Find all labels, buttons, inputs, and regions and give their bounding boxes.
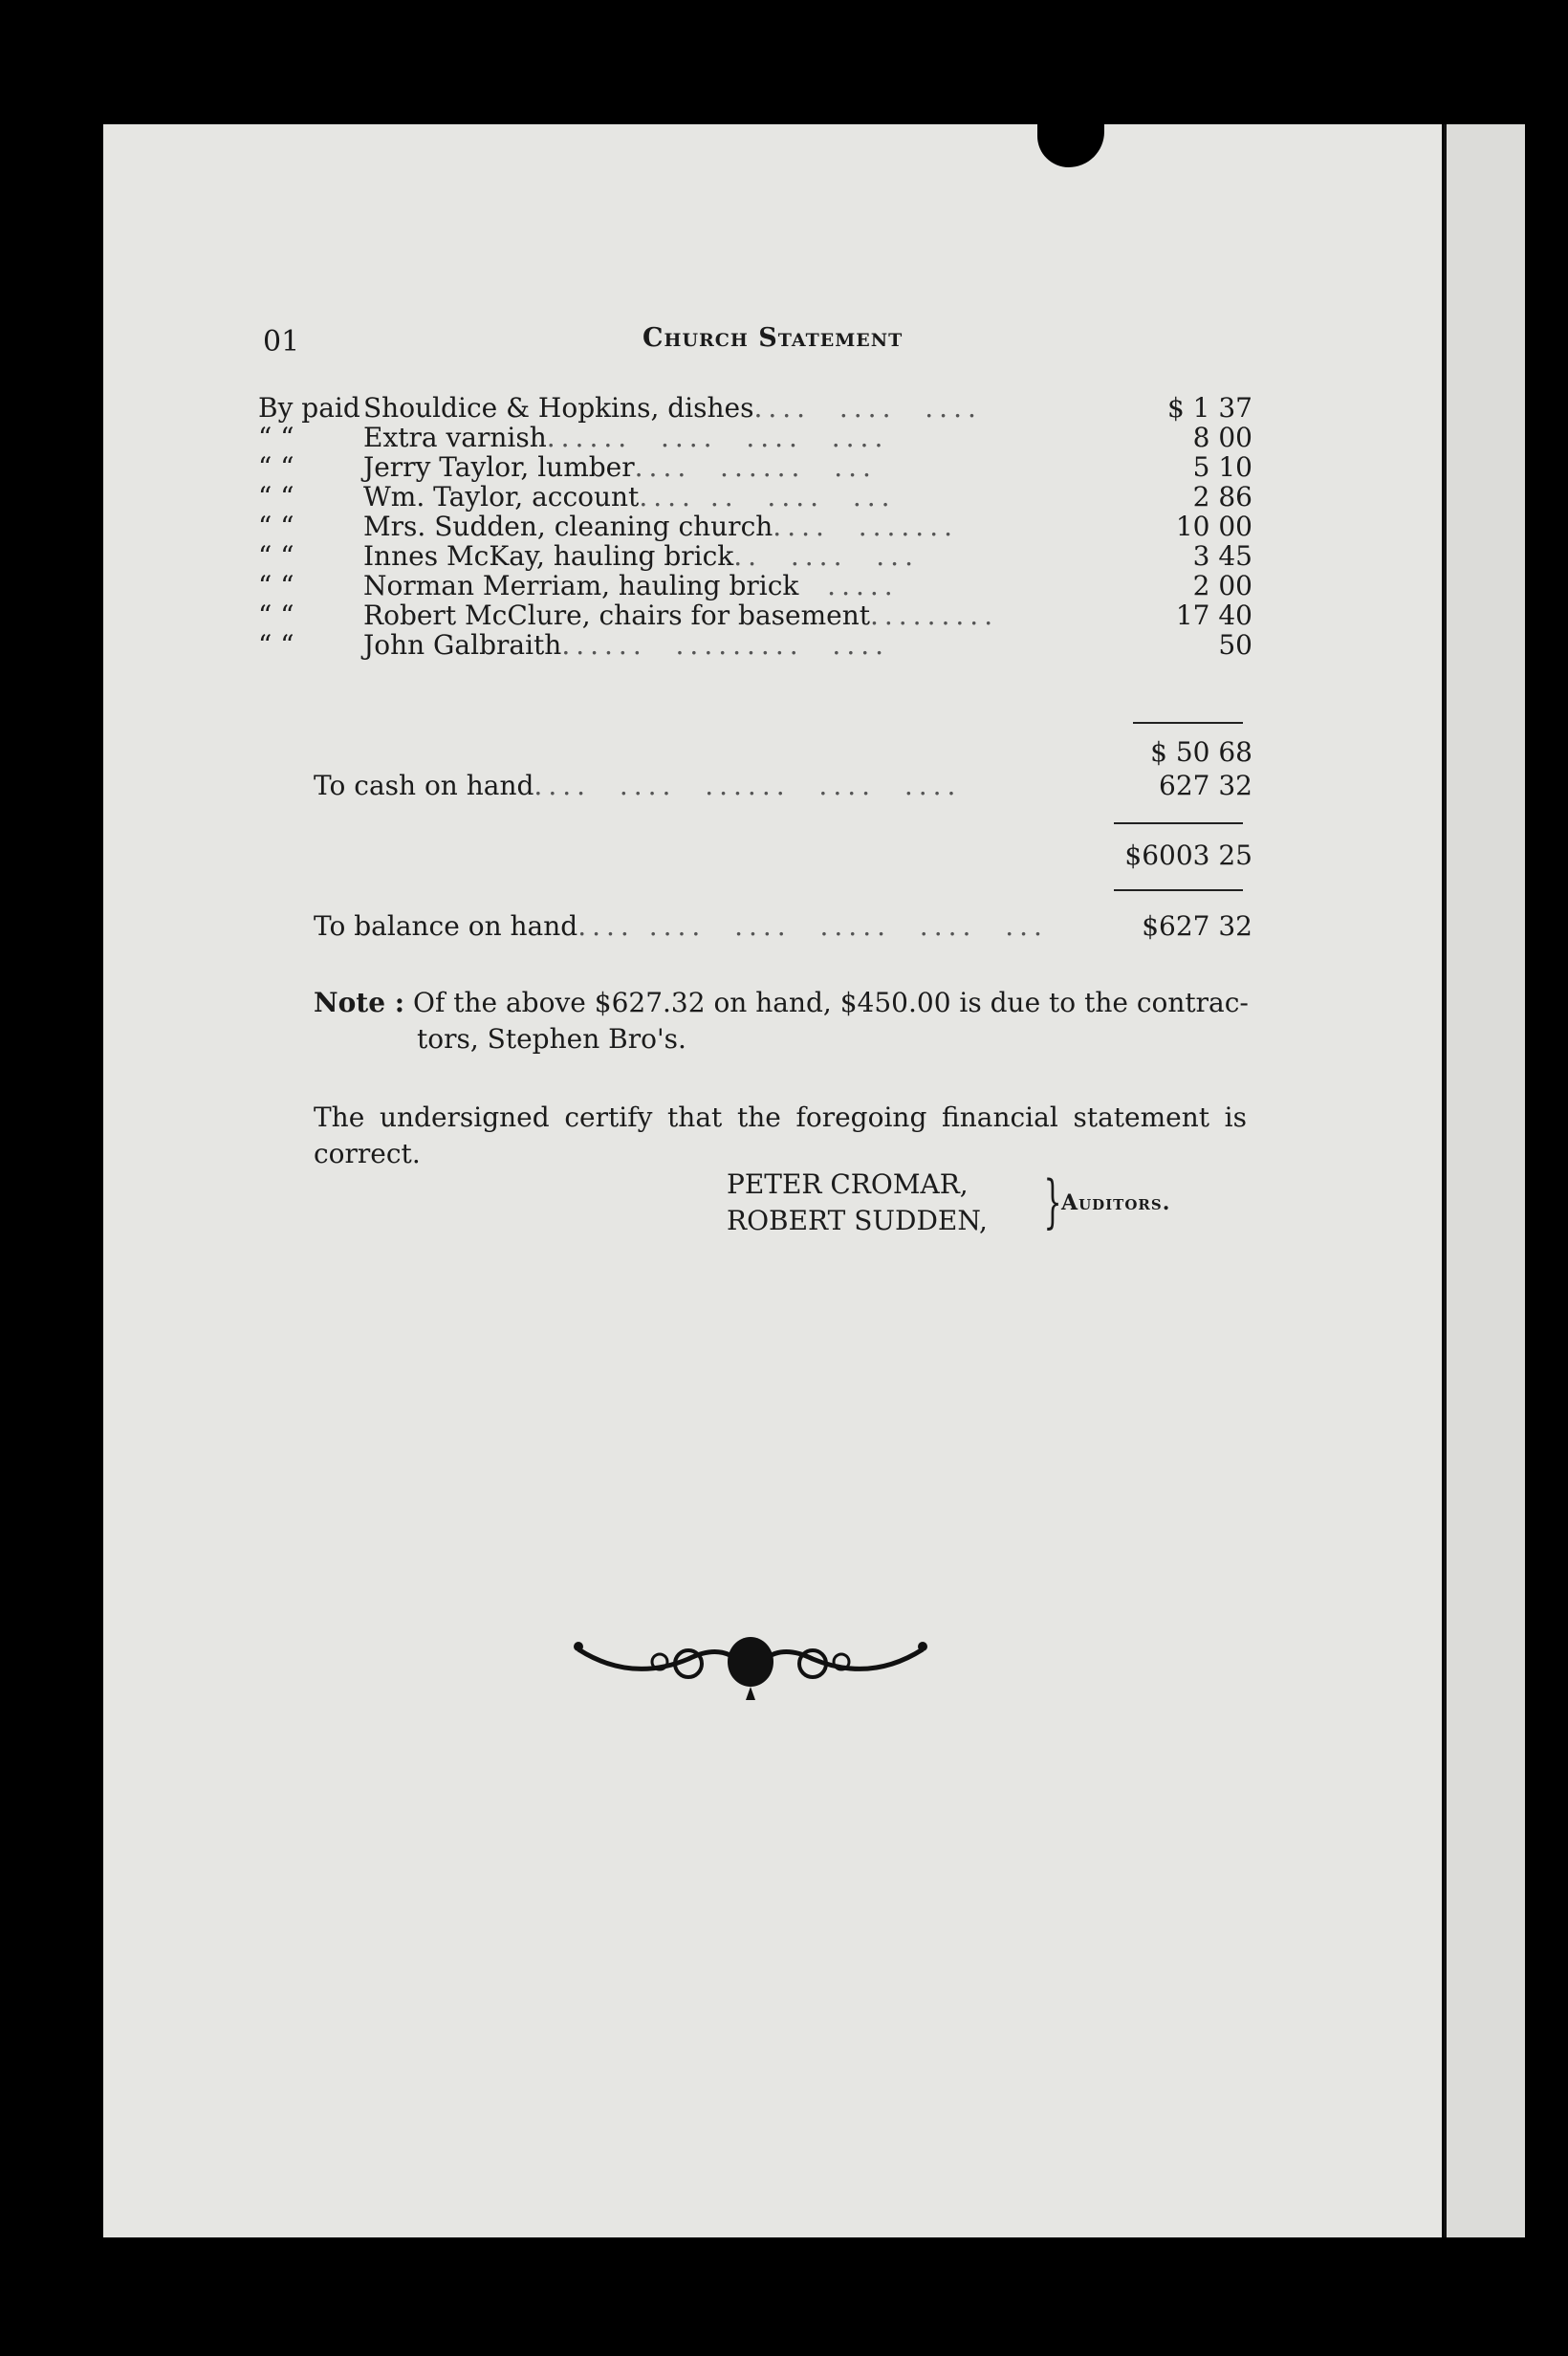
- expenditure-row: “ “ Robert McClure, chairs for basement......... 17 40: [258, 600, 1252, 631]
- expenditure-description: Wm. Taylor, account: [363, 481, 640, 513]
- expenditure-amount: 17 40: [1175, 600, 1252, 631]
- subtotal-row: [258, 736, 1252, 771]
- balance-label: To balance on hand: [314, 910, 578, 942]
- expenditure-row: “ “ John Galbraith...... ......... .... 50: [258, 629, 1252, 661]
- expenditure-description: Mrs. Sudden, cleaning church: [363, 511, 773, 542]
- expenditure-prefix: “ “: [258, 570, 294, 601]
- expenditure-description: Extra varnish: [363, 422, 547, 453]
- note-paragraph: [314, 985, 1260, 1058]
- expenditure-description: Robert McClure, chairs for basement: [363, 600, 870, 631]
- expenditure-description: Norman Merriam, hauling brick: [363, 570, 799, 601]
- expenditure-amount: 50: [1218, 629, 1252, 661]
- auditor-name-1: PETER CROMAR,: [727, 1168, 969, 1200]
- subtotal-amount: $ 50 68: [1150, 736, 1252, 768]
- cash-on-hand-amount: 627 32: [1159, 770, 1252, 801]
- page-number: 01: [263, 325, 300, 359]
- expenditure-prefix: “ “: [258, 600, 294, 631]
- auditors-label: Auditors.: [1061, 1190, 1171, 1215]
- expenditure-prefix: “ “: [258, 511, 294, 542]
- expenditure-row: “ “ Wm. Taylor, account.... .. .... ... 2 86: [258, 481, 1252, 513]
- expenditure-prefix: “ “: [258, 481, 294, 513]
- expenditure-amount: 5 10: [1192, 451, 1252, 483]
- total-rule-bottom: [1114, 889, 1243, 891]
- expenditure-row: “ “ Innes McKay, hauling brick.. .... ... 3 45: [258, 540, 1252, 572]
- grand-total-amount: $6003 25: [1124, 840, 1252, 871]
- ornament-divider-icon: [574, 1616, 927, 1702]
- expenditure-row: “ “ Jerry Taylor, lumber.... ...... ... 5 10: [258, 451, 1252, 483]
- auditor-brace: }: [1043, 1168, 1062, 1235]
- auditor-name-2: ROBERT SUDDEN,: [727, 1205, 988, 1236]
- total-rule-top: [1114, 822, 1243, 824]
- expenditure-amount: 10 00: [1175, 511, 1252, 542]
- note-line-1: Of the above $627.32 on hand, $450.00 is due to the contrac-: [413, 987, 1249, 1018]
- grand-total-row: [258, 840, 1252, 874]
- balance-amount: $627 32: [1142, 910, 1252, 942]
- expenditure-prefix: By paid: [258, 392, 360, 424]
- expenditure-prefix: “ “: [258, 629, 294, 661]
- note-line-2: tors, Stephen Bro's.: [417, 1023, 686, 1055]
- adjacent-page-edge: [1444, 124, 1525, 2237]
- auditor-names: [727, 1167, 988, 1239]
- expenditure-row: “ “ Mrs. Sudden, cleaning church.... ....... 10 00: [258, 511, 1252, 542]
- subtotal-rule: [1133, 722, 1243, 724]
- expenditure-amount: $ 1 37: [1166, 392, 1252, 424]
- expenditure-amount: 3 45: [1192, 540, 1252, 572]
- expenditure-description: John Galbraith: [363, 629, 562, 661]
- expenditure-amount: 2 00: [1192, 570, 1252, 601]
- expenditure-prefix: “ “: [258, 540, 294, 572]
- page-heading: Church Statement: [642, 323, 904, 353]
- expenditure-prefix: “ “: [258, 422, 294, 453]
- balance-row: To balance on hand.... .... .... ..... .... ... $627 32: [314, 910, 1252, 942]
- expenditure-prefix: “ “: [258, 451, 294, 483]
- expenditure-amount: 2 86: [1192, 481, 1252, 513]
- expenditure-description: Shouldice & Hopkins, dishes: [363, 392, 754, 424]
- expenditure-row: “ “ Extra varnish...... .... .... .... 8 00: [258, 422, 1252, 453]
- note-label: Note :: [314, 987, 405, 1018]
- expenditure-description: Innes McKay, hauling brick: [363, 540, 734, 572]
- expenditure-row: “ “ Norman Merriam, hauling brick ..... 2 00: [258, 570, 1252, 601]
- expenditure-row: By paid Shouldice & Hopkins, dishes.... .... .... $ 1 37: [258, 392, 1252, 424]
- expenditure-amount: 8 00: [1192, 422, 1252, 453]
- expenditure-description: Jerry Taylor, lumber: [363, 451, 635, 483]
- certification-text: The undersigned certify that the foregoing financial statement is correct.: [314, 1102, 1247, 1169]
- cash-on-hand-row: To cash on hand.... .... ...... .... .... 627 32: [314, 770, 1252, 801]
- cash-on-hand-label: To cash on hand: [314, 770, 534, 801]
